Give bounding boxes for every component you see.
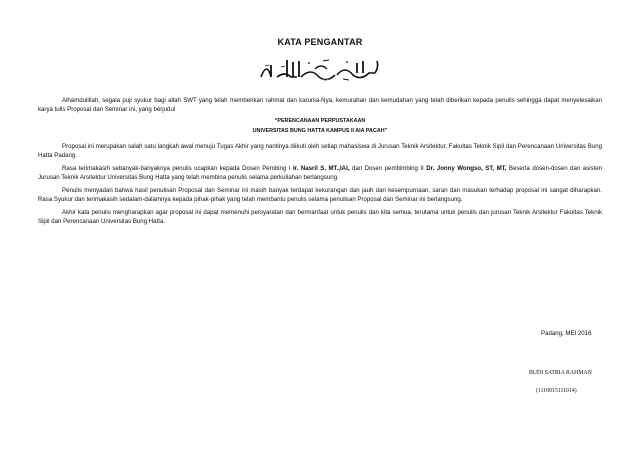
- paragraph-proposal: Proposal ini merupakan salah satu langkah awal menuju Tugas Akhir yang nantinya diikuti oleh setiap mahasiswa di Jurusan Teknik Arsitektur, Fakultas Teknik Sipil dan Perencanaan Universitas Bung Hatta Padang.: [38, 143, 602, 159]
- author-id: (1110015111014): [536, 388, 577, 394]
- paragraph-closing: Akhir kata penulis mengharapkan agar proposal ini dapat memenuhi persyaratan dan bermanfaat untuk penulis dan kita semua, terutama untuk penulis dan jurusan Teknik Arsitektur Fakultas Teknik Sipil dan Perencanaan Universitas Bung Hatta.: [38, 209, 602, 225]
- supervisor-one: Ir. Nasril S, MT.,IAI,: [292, 165, 350, 172]
- paragraph-shortcomings: Penulis menyadari bahwa hasil penulisan Proposal dan Seminar ini masih banyak terdapat kekurangan dan jauh dari kesempurnaan, saran dan masukan terhadap proposal ini sangat diharapkan. Rasa Syukur dan terimakasih sedalam-dalamnya kepada pihak-pihak yang telah membantu penulis selama penulisan Proposal dan Seminar ini berlangsung.: [38, 187, 602, 203]
- paragraph-thanks: Rasa terimakasih sebanyak-banyaknya penulis ucapkan kepada Dosen Pembing I Ir. Nasril S, MT.,IAI, dan Dosen pembimbing II Dr. Jonny Wongso, ST, MT, Beserta dosen-dosen dan asisten Jurusan Teknik Arsitektur Universitas Bung Hatta yang telah membina penulis selama perkuliahan berlangsung.: [38, 165, 603, 181]
- page-title: KATA PENGANTAR: [277, 37, 363, 47]
- supervisor-two: Dr. Jonny Wongso, ST, MT,: [426, 165, 507, 172]
- proposal-title-line2: UNIVERSITAS BUNG HATTA KAMPUS II AIA PACAH”: [252, 128, 388, 134]
- author-name: BUDI SATRIA RAHMAN: [529, 370, 592, 376]
- paragraph-intro: Alhamdulillah, segala puji syukur bagi allah SWT yang telah memberikan rahmat dan karunia-Nya, kemurahan dan kemudahan yang telah diberikan kepada penulis sehingga dapat menyelesaikan karya tulis Proposal dan Seminar ini, yang berjudul: [38, 97, 602, 113]
- basmala-calligraphy-icon: [257, 57, 383, 83]
- proposal-title-line1: “PERENCANAAN PERPUSTAKAAN: [274, 118, 366, 124]
- basmala-text: بِسْمِ ٱللَّٰهِ ٱلرَّحْمَٰنِ ٱلرَّحِيمِ: [302, 78, 338, 82]
- place-date: Padang, MEI 2016: [541, 330, 592, 337]
